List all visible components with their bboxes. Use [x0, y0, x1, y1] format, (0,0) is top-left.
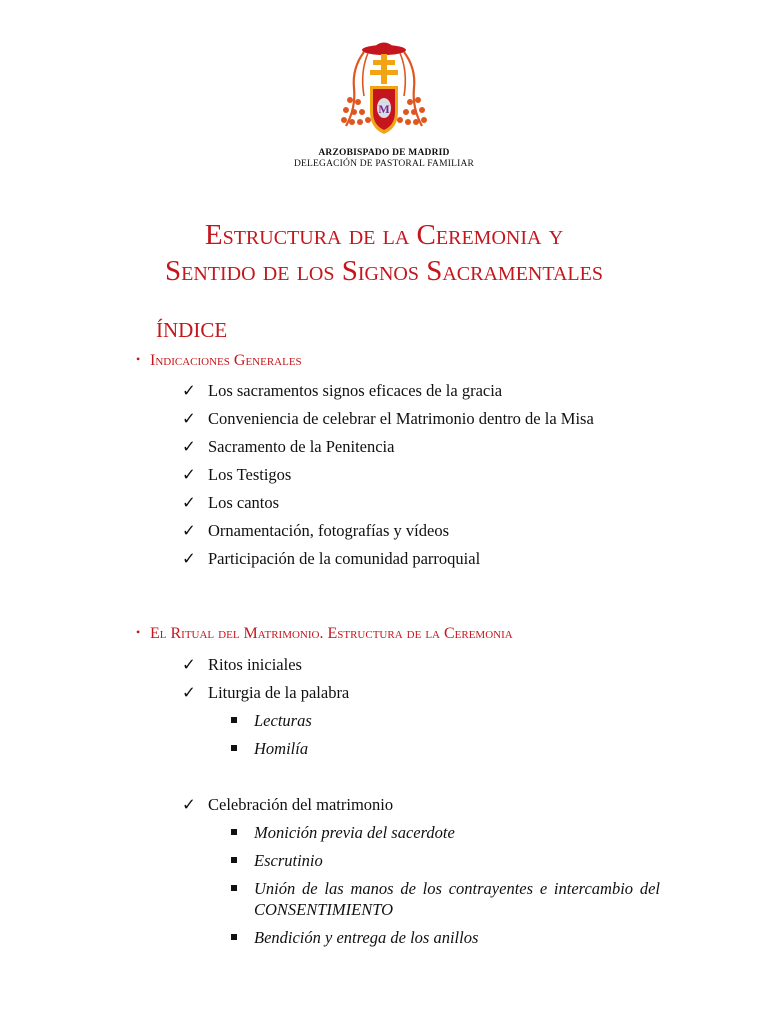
sublist-item-text: Bendición y entrega de los anillos	[254, 928, 479, 947]
checkmark-icon: ✓	[182, 437, 196, 456]
list-item	[182, 492, 660, 513]
list-item	[182, 464, 660, 485]
section-heading-general	[136, 352, 302, 370]
checkmark-icon: ✓	[182, 493, 196, 512]
index-heading: ÍNDICE	[156, 318, 228, 342]
checkmark-icon: ✓	[182, 549, 196, 568]
list-item	[182, 520, 660, 541]
bullet-icon: •	[136, 625, 141, 639]
square-bullet-icon	[231, 934, 237, 940]
list-item	[182, 548, 660, 569]
list-item	[182, 654, 660, 675]
square-bullet-icon	[231, 857, 237, 863]
org-delegation: DELEGACIÓN DE PASTORAL FAMILIAR	[293, 159, 475, 169]
list-item-text: Los Testigos	[208, 465, 292, 484]
section-label: El Ritual del Matrimonio. Estructura de la Ceremonia	[150, 625, 513, 642]
sublist-item-text: Homilía	[254, 739, 309, 758]
sublist-item	[228, 738, 660, 759]
list-item-text: Los sacramentos signos eficaces de la gracia	[208, 381, 503, 400]
list-item-text: Celebración del matrimonio	[208, 795, 394, 814]
sublist-item	[228, 822, 660, 843]
checkmark-icon: ✓	[182, 381, 196, 400]
checkmark-icon: ✓	[182, 795, 196, 814]
list-item-text: Liturgia de la palabra	[208, 683, 350, 702]
sublist-item-text: Escrutinio	[254, 851, 323, 870]
checkmark-icon: ✓	[182, 683, 196, 702]
list-item-text: Los cantos	[208, 493, 280, 512]
sublist-item	[228, 850, 660, 871]
list-item-text: Ritos iniciales	[208, 655, 302, 674]
org-archdiocese: ARZOBISPADO DE MADRID	[318, 148, 450, 158]
square-bullet-icon	[231, 717, 237, 723]
liturgia-sublist	[228, 710, 660, 759]
sublist-item-text: Lecturas	[254, 711, 312, 730]
general-list	[182, 380, 660, 569]
list-item	[182, 380, 660, 401]
list-item-text: Ornamentación, fotografías y vídeos	[208, 521, 450, 540]
square-bullet-icon	[231, 745, 237, 751]
celebracion-sublist	[228, 822, 660, 948]
list-item-text: Conveniencia de celebrar el Matrimonio dentro de la Misa	[208, 409, 594, 428]
list-item	[182, 436, 660, 457]
square-bullet-icon	[231, 829, 237, 835]
square-bullet-icon	[231, 885, 237, 891]
checkmark-icon: ✓	[182, 465, 196, 484]
list-item	[182, 794, 660, 815]
checkmark-icon: ✓	[182, 409, 196, 428]
sublist-item-text: Monición previa del sacerdote	[254, 823, 455, 842]
section-label: Indicaciones Generales	[150, 352, 302, 369]
checkmark-icon: ✓	[182, 521, 196, 540]
svg-text:M: M	[378, 102, 390, 116]
section-heading-ritual	[136, 625, 513, 643]
title-line-2: Sentido de los Signos Sacramentales	[165, 255, 603, 287]
list-item	[182, 682, 660, 703]
header-logo	[0, 38, 768, 170]
title-line-1: Estructura de la Ceremonia y	[204, 219, 564, 251]
list-item-text: Sacramento de la Penitencia	[208, 437, 395, 456]
sublist-item	[228, 878, 660, 920]
archbishop-coat-of-arms-icon	[334, 38, 434, 144]
sublist-item	[228, 710, 660, 731]
list-item-text: Participación de la comunidad parroquial	[208, 549, 481, 568]
org-name	[0, 148, 768, 170]
ritual-list-celebration	[182, 794, 660, 815]
bullet-icon: •	[136, 352, 141, 366]
checkmark-icon: ✓	[182, 655, 196, 674]
sublist-item	[228, 927, 660, 948]
document-title	[0, 217, 768, 289]
ritual-list-top	[182, 654, 660, 703]
list-item	[182, 408, 660, 429]
sublist-item-text: Unión de las manos de los contrayentes e intercambio del CONSENTIMIENTO	[254, 879, 660, 919]
